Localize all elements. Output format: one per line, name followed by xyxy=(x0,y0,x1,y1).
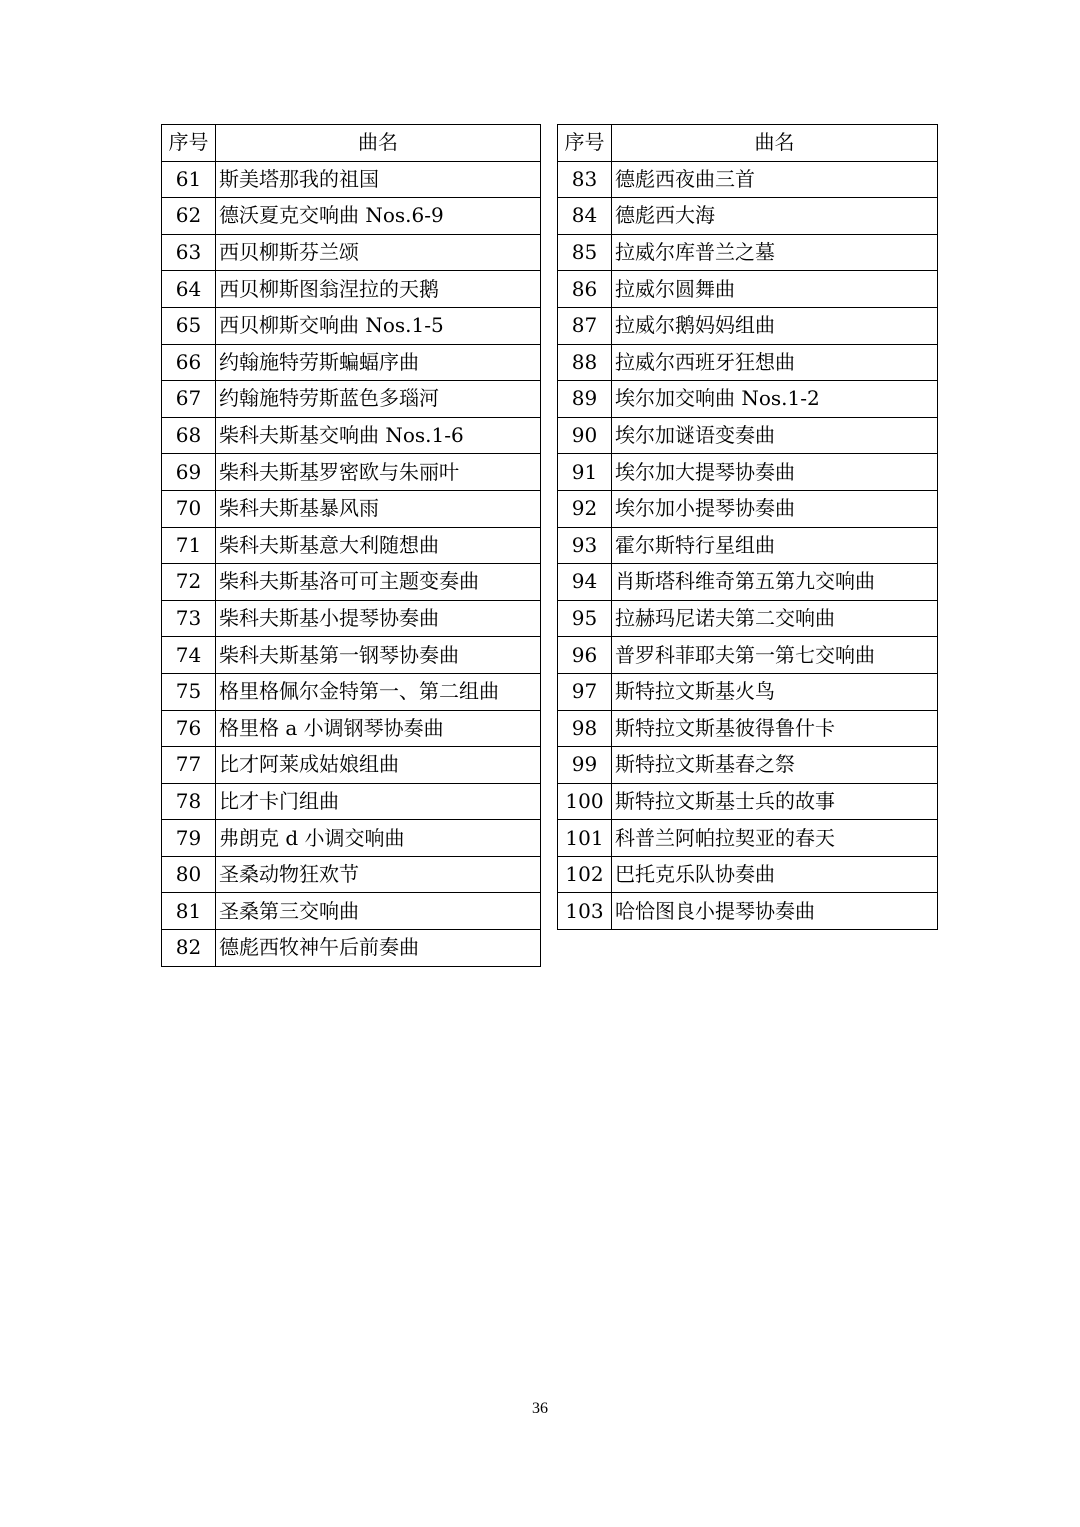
table-row xyxy=(558,820,938,857)
piece-title: 埃尔加谜语变奏曲 xyxy=(612,417,938,454)
header-title: 曲名 xyxy=(612,125,938,162)
repertoire-table-right xyxy=(557,124,938,930)
table-row xyxy=(162,637,541,674)
piece-title: 德彪西夜曲三首 xyxy=(612,161,938,198)
row-number: 87 xyxy=(558,307,612,344)
piece-title: 柴科夫斯基暴风雨 xyxy=(216,490,541,527)
table-row xyxy=(162,930,541,967)
table-row xyxy=(162,198,541,235)
piece-title: 拉赫玛尼诺夫第二交响曲 xyxy=(612,600,938,637)
row-number: 100 xyxy=(558,783,612,820)
header-number: 序号 xyxy=(558,125,612,162)
table-row xyxy=(162,307,541,344)
table-row xyxy=(558,490,938,527)
row-number: 103 xyxy=(558,893,612,930)
piece-title: 柴科夫斯基罗密欧与朱丽叶 xyxy=(216,454,541,491)
repertoire-table-left xyxy=(161,124,541,967)
row-number: 69 xyxy=(162,454,216,491)
table-row xyxy=(558,600,938,637)
piece-title: 拉威尔鹅妈妈组曲 xyxy=(612,307,938,344)
row-number: 90 xyxy=(558,417,612,454)
table-row xyxy=(162,271,541,308)
row-number: 96 xyxy=(558,637,612,674)
table-row xyxy=(558,710,938,747)
table-row xyxy=(162,490,541,527)
table-row xyxy=(558,417,938,454)
table-row xyxy=(162,893,541,930)
row-number: 101 xyxy=(558,820,612,857)
row-number: 88 xyxy=(558,344,612,381)
piece-title: 柴科夫斯基第一钢琴协奏曲 xyxy=(216,637,541,674)
header-title: 曲名 xyxy=(216,125,541,162)
piece-title: 柴科夫斯基意大利随想曲 xyxy=(216,527,541,564)
row-number: 92 xyxy=(558,490,612,527)
table-row xyxy=(162,234,541,271)
row-number: 66 xyxy=(162,344,216,381)
piece-title: 科普兰阿帕拉契亚的春天 xyxy=(612,820,938,857)
piece-title: 霍尔斯特行星组曲 xyxy=(612,527,938,564)
table-row xyxy=(558,307,938,344)
piece-title: 比才阿莱成姑娘组曲 xyxy=(216,747,541,784)
table-row xyxy=(162,527,541,564)
row-number: 99 xyxy=(558,747,612,784)
table-row xyxy=(162,710,541,747)
row-number: 81 xyxy=(162,893,216,930)
table-row xyxy=(162,564,541,601)
piece-title: 柴科夫斯基洛可可主题变奏曲 xyxy=(216,564,541,601)
table-row xyxy=(558,454,938,491)
table-row xyxy=(162,381,541,418)
piece-title: 德彪西牧神午后前奏曲 xyxy=(216,930,541,967)
piece-title: 柴科夫斯基小提琴协奏曲 xyxy=(216,600,541,637)
row-number: 98 xyxy=(558,710,612,747)
table-row xyxy=(162,856,541,893)
row-number: 77 xyxy=(162,747,216,784)
row-number: 93 xyxy=(558,527,612,564)
table-row xyxy=(558,234,938,271)
table-row xyxy=(162,783,541,820)
row-number: 78 xyxy=(162,783,216,820)
row-number: 95 xyxy=(558,600,612,637)
row-number: 83 xyxy=(558,161,612,198)
row-number: 75 xyxy=(162,673,216,710)
piece-title: 西贝柳斯图翁涅拉的天鹅 xyxy=(216,271,541,308)
piece-title: 肖斯塔科维奇第五第九交响曲 xyxy=(612,564,938,601)
row-number: 70 xyxy=(162,490,216,527)
row-number: 80 xyxy=(162,856,216,893)
table-row xyxy=(162,417,541,454)
piece-title: 哈恰图良小提琴协奏曲 xyxy=(612,893,938,930)
row-number: 71 xyxy=(162,527,216,564)
piece-title: 德彪西大海 xyxy=(612,198,938,235)
table-row xyxy=(558,747,938,784)
table-row xyxy=(558,381,938,418)
table-row xyxy=(162,600,541,637)
piece-title: 普罗科菲耶夫第一第七交响曲 xyxy=(612,637,938,674)
piece-title: 约翰施特劳斯蓝色多瑙河 xyxy=(216,381,541,418)
row-number: 62 xyxy=(162,198,216,235)
row-number: 67 xyxy=(162,381,216,418)
row-number: 68 xyxy=(162,417,216,454)
page-number: 36 xyxy=(532,1400,548,1417)
table-row xyxy=(558,783,938,820)
piece-title: 拉威尔西班牙狂想曲 xyxy=(612,344,938,381)
piece-title: 德沃夏克交响曲 Nos.6-9 xyxy=(216,198,541,235)
piece-title: 格里格佩尔金特第一、第二组曲 xyxy=(216,673,541,710)
piece-title: 拉威尔圆舞曲 xyxy=(612,271,938,308)
piece-title: 格里格 a 小调钢琴协奏曲 xyxy=(216,710,541,747)
row-number: 89 xyxy=(558,381,612,418)
piece-title: 埃尔加小提琴协奏曲 xyxy=(612,490,938,527)
piece-title: 斯特拉文斯基火鸟 xyxy=(612,673,938,710)
table-row xyxy=(162,747,541,784)
table-row xyxy=(558,161,938,198)
piece-title: 埃尔加大提琴协奏曲 xyxy=(612,454,938,491)
table-row xyxy=(162,820,541,857)
row-number: 84 xyxy=(558,198,612,235)
row-number: 72 xyxy=(162,564,216,601)
piece-title: 弗朗克 d 小调交响曲 xyxy=(216,820,541,857)
row-number: 76 xyxy=(162,710,216,747)
table-row xyxy=(558,673,938,710)
piece-title: 拉威尔库普兰之墓 xyxy=(612,234,938,271)
table-row xyxy=(162,161,541,198)
piece-title: 西贝柳斯交响曲 Nos.1-5 xyxy=(216,307,541,344)
table-row xyxy=(558,271,938,308)
row-number: 94 xyxy=(558,564,612,601)
row-number: 63 xyxy=(162,234,216,271)
row-number: 79 xyxy=(162,820,216,857)
table-row xyxy=(162,673,541,710)
table-row xyxy=(558,198,938,235)
table-header-row xyxy=(162,125,541,162)
piece-title: 圣桑动物狂欢节 xyxy=(216,856,541,893)
row-number: 102 xyxy=(558,856,612,893)
table-row xyxy=(162,344,541,381)
table-row xyxy=(558,527,938,564)
row-number: 97 xyxy=(558,673,612,710)
piece-title: 西贝柳斯芬兰颂 xyxy=(216,234,541,271)
row-number: 73 xyxy=(162,600,216,637)
row-number: 64 xyxy=(162,271,216,308)
table-row xyxy=(558,637,938,674)
table-header-row xyxy=(558,125,938,162)
table-row xyxy=(162,454,541,491)
piece-title: 斯特拉文斯基春之祭 xyxy=(612,747,938,784)
row-number: 74 xyxy=(162,637,216,674)
row-number: 61 xyxy=(162,161,216,198)
table-row xyxy=(558,893,938,930)
piece-title: 圣桑第三交响曲 xyxy=(216,893,541,930)
row-number: 86 xyxy=(558,271,612,308)
row-number: 85 xyxy=(558,234,612,271)
piece-title: 约翰施特劳斯蝙蝠序曲 xyxy=(216,344,541,381)
row-number: 65 xyxy=(162,307,216,344)
row-number: 82 xyxy=(162,930,216,967)
table-row xyxy=(558,344,938,381)
table-row xyxy=(558,856,938,893)
piece-title: 埃尔加交响曲 Nos.1-2 xyxy=(612,381,938,418)
piece-title: 斯特拉文斯基彼得鲁什卡 xyxy=(612,710,938,747)
piece-title: 比才卡门组曲 xyxy=(216,783,541,820)
row-number: 91 xyxy=(558,454,612,491)
header-number: 序号 xyxy=(162,125,216,162)
table-row xyxy=(558,564,938,601)
piece-title: 柴科夫斯基交响曲 Nos.1-6 xyxy=(216,417,541,454)
piece-title: 斯特拉文斯基士兵的故事 xyxy=(612,783,938,820)
piece-title: 巴托克乐队协奏曲 xyxy=(612,856,938,893)
piece-title: 斯美塔那我的祖国 xyxy=(216,161,541,198)
